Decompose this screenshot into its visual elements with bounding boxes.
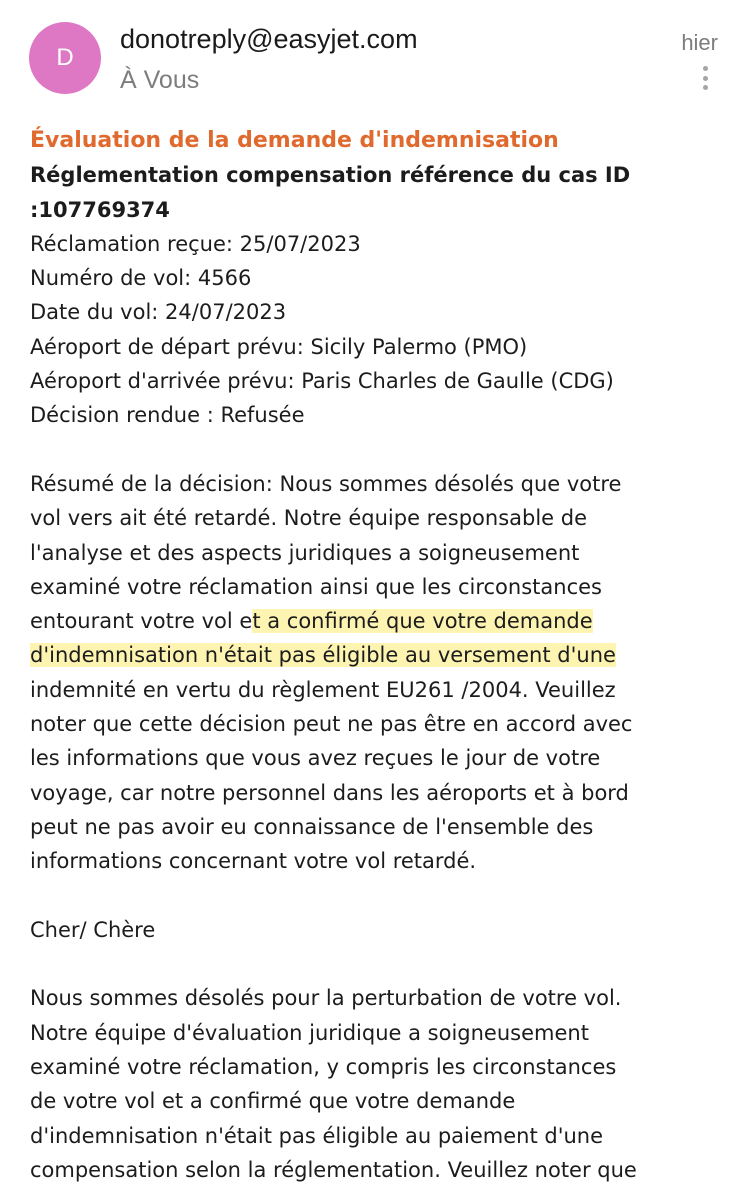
paragraph-spacer bbox=[30, 947, 720, 981]
body-line: d'indemnisation n'était pas éligible au paiement d'une bbox=[30, 1123, 604, 1148]
claim-received: Réclamation reçue: 25/07/2023 bbox=[30, 231, 361, 256]
sender-address[interactable]: donotreply@easyjet.com bbox=[120, 24, 418, 54]
flight-date: Date du vol: 24/07/2023 bbox=[30, 300, 287, 325]
highlighted-text: t a confirmé que votre demande bbox=[252, 609, 593, 634]
summary-line bbox=[30, 604, 720, 638]
body-line: Nous sommes désolés pour la perturbation de votre vol. bbox=[30, 986, 622, 1011]
paragraph-spacer bbox=[30, 433, 720, 467]
body-line: examiné votre réclamation, y compris les circonstances bbox=[30, 1055, 617, 1080]
received-date: hier bbox=[681, 30, 718, 55]
summary-text: entourant votre vol e bbox=[30, 609, 253, 634]
summary-line: peut ne pas avoir eu connaissance de l'ensemble des bbox=[30, 814, 594, 839]
highlighted-text: d'indemnisation n'était pas éligible au versement d'une bbox=[30, 643, 616, 668]
summary-line: vol vers ait été retardé. Notre équipe responsable de bbox=[30, 506, 588, 531]
greeting: Cher/ Chère bbox=[30, 917, 156, 942]
summary-line: examiné votre réclamation ainsi que les circonstances bbox=[30, 574, 602, 599]
email-header bbox=[0, 0, 748, 110]
flight-number: Numéro de vol: 4566 bbox=[30, 266, 252, 291]
sender-avatar[interactable] bbox=[29, 22, 101, 94]
summary-line: noter que cette décision peut ne pas être en accord avec bbox=[30, 712, 633, 737]
case-reference-line-2: :107769374 bbox=[30, 197, 170, 222]
summary-line: informations concernant votre vol retardé. bbox=[30, 849, 477, 874]
summary-line: indemnité en vertu du règlement EU261 /2004. Veuillez bbox=[30, 677, 616, 702]
decision-status: Décision rendue : Refusée bbox=[30, 403, 305, 428]
departure-airport: Aéroport de départ prévu: Sicily Palermo (PMO) bbox=[30, 334, 528, 359]
case-reference-line-1: Réglementation compensation référence du cas ID bbox=[30, 163, 631, 188]
recipient-label[interactable]: À Vous bbox=[120, 66, 200, 94]
summary-line: les informations que vous avez reçues le jour de votre bbox=[30, 746, 601, 771]
summary-line bbox=[30, 638, 720, 672]
vertical-ellipsis-icon[interactable] bbox=[693, 66, 717, 90]
body-line: de votre vol et a confirmé que votre demande bbox=[30, 1089, 516, 1114]
summary-line: Résumé de la décision: Nous sommes désolés que votre bbox=[30, 471, 622, 496]
summary-line: voyage, car notre personnel dans les aéroports et à bord bbox=[30, 780, 629, 805]
body-line: compensation selon la réglementation. Veuillez noter que bbox=[30, 1157, 637, 1182]
body-line: Notre équipe d'évaluation juridique a soigneusement bbox=[30, 1020, 589, 1045]
paragraph-spacer bbox=[30, 879, 720, 913]
arrival-airport: Aéroport d'arrivée prévu: Paris Charles de Gaulle (CDG) bbox=[30, 369, 614, 394]
email-body bbox=[30, 124, 720, 1187]
email-subject: Évaluation de la demande d'indemnisation bbox=[30, 128, 559, 153]
avatar-letter: D bbox=[56, 44, 74, 71]
summary-line: l'analyse et des aspects juridiques a soigneusement bbox=[30, 540, 580, 565]
